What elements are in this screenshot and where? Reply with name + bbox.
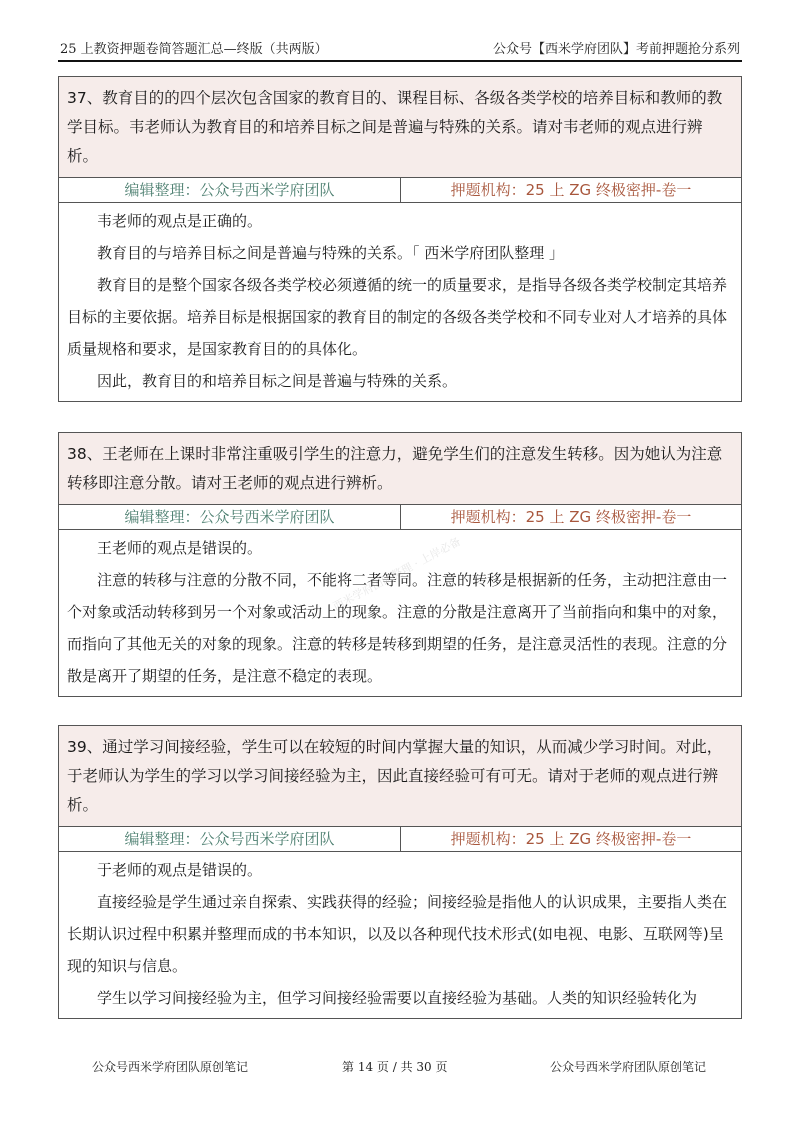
question-text: 39、通过学习间接经验，学生可以在较短的时间内掌握大量的知识，从而减少学习时间。对此，于老师认为学生的学习以学习间接经验为主，因此直接经验可有可无。请对于老师的观点进行辨析。 [59, 726, 741, 827]
footer-left-note: 公众号西米学府团队原创笔记 [92, 1060, 249, 1074]
answer-paragraph: 教育目的是整个国家各级各类学校必须遵循的统一的质量要求，是指导各级各类学校制定其培养目标的主要依据。培养目标是根据国家的教育目的制定的各级各类学校和不同专业对人才培养的具体质量规格和要求，是国家教育目的的具体化。 [67, 276, 728, 358]
answer-paragraph: 于老师的观点是错误的。 [97, 861, 263, 879]
answer-paragraph: 注意的转移与注意的分散不同，不能将二者等同。注意的转移是根据新的任务，主动把注意由一个对象或活动转移到另一个对象或活动上的现象。注意的分散是注意离开了当前指向和集中的对象，而指向了其他无关的对象的现象。注意的转移是转移到期望的任务，是注意灵活性的表现。注意的分散是离开了期望的任务，是注意不稳定的表现。 [67, 571, 728, 685]
page-header [58, 32, 742, 62]
page-footer [0, 1058, 800, 1078]
answer-paragraph: 王老师的观点是错误的。 [97, 539, 263, 557]
question-meta-row [59, 178, 741, 203]
editor-credit: 编辑整理：公众号西米学府团队 [59, 827, 401, 851]
answer-body [59, 852, 741, 1018]
editor-credit: 编辑整理：公众号西米学府团队 [59, 505, 401, 529]
page-number: 第 14 页 / 共 30 页 [342, 1060, 448, 1074]
answer-paragraph: 直接经验是学生通过亲自探索、实践获得的经验；间接经验是指他人的认识成果，主要指人类在长期认识过程中积累并整理而成的书本知识，以及以各种现代技术形式(如电视、电影、互联网等)呈现的知识与信息。 [67, 893, 728, 975]
answer-paragraph: 因此，教育目的和培养目标之间是普遍与特殊的关系。 [97, 372, 458, 390]
question-block-39 [58, 725, 742, 1019]
question-meta-row [59, 505, 741, 530]
question-block-37 [58, 76, 742, 402]
answer-paragraph: 韦老师的观点是正确的。 [97, 212, 263, 230]
editor-credit: 编辑整理：公众号西米学府团队 [59, 178, 401, 202]
header-document-title: 25 上教资押题卷简答题汇总—终版（共两版） [60, 42, 328, 57]
exam-source: 押题机构：25 上 ZG 终极密押-卷一 [450, 181, 692, 199]
answer-body [59, 203, 741, 401]
exam-source: 押题机构：25 上 ZG 终极密押-卷一 [450, 508, 692, 526]
watermark: 西米学府团队整理 · 上岸必备 [330, 534, 463, 614]
footer-right-note: 公众号西米学府团队原创笔记 [550, 1060, 707, 1074]
question-text: 37、教育目的的四个层次包含国家的教育目的、课程目标、各级各类学校的培养目标和教师的教学目标。韦老师认为教育目的和培养目标之间是普遍与特殊的关系。请对韦老师的观点进行辨析。 [59, 77, 741, 178]
question-meta-row [59, 827, 741, 852]
answer-paragraph: 教育目的与培养目标之间是普遍与特殊的关系。「 西米学府团队整理 」 [97, 244, 565, 262]
exam-source: 押题机构：25 上 ZG 终极密押-卷一 [450, 830, 692, 848]
question-text: 38、王老师在上课时非常注重吸引学生的注意力，避免学生们的注意发生转移。因为她认为注意转移即注意分散。请对王老师的观点进行辨析。 [59, 433, 741, 505]
header-series-title: 公众号【西米学府团队】考前押题抢分系列 [492, 42, 740, 57]
answer-body [59, 530, 741, 696]
answer-paragraph: 学生以学习间接经验为主，但学习间接经验需要以直接经验为基础。人类的知识经验转化为 [97, 989, 698, 1007]
